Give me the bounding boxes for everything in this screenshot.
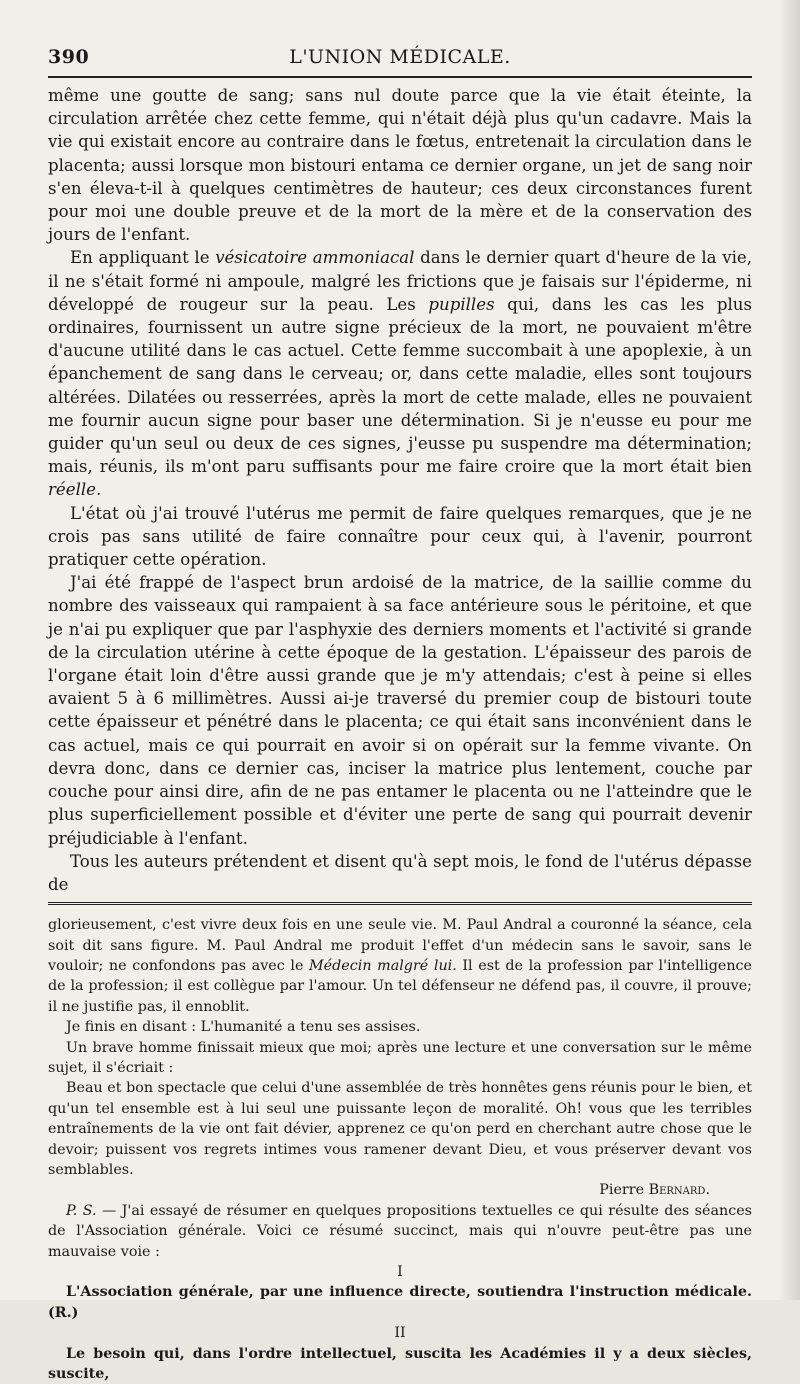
footnote-paragraph-4: Beau et bon spectacle que celui d'une assemblée de très honnêtes gens réunis pour le bien, et qu'un tel ensemble est à lui seul une puissante leçon de moralité. Oh! vous que les terribles entraînements de la vie ont fait dévier, apprenez ce qu'on perd en cherchant autre chose que le devoir; puissent vos regrets intimes vous ramener devant Dieu, et vous préserver devant vos semblables. — [48, 1080, 752, 1178]
paragraph-5: Tous les auteurs prétendent et disent qu'à sept mois, le fond de l'utérus dépasse de — [48, 851, 752, 894]
footnote-block — [48, 915, 752, 1384]
paragraph-1: même une goutte de sang; sans nul doute parce que la vie était éteinte, la circulation arrêtée chez cette femme, qui n'était déjà plus qu'un cadavre. Mais la vie qui existait encore au contraire dans le fœtus, entretenait la circulation dans le placenta; aussi lorsque mon bistouri entama ce dernier organe, un jet de sang noir s'en éleva-t-il à quelques centimètres de hauteur; ces deux circonstances furent pour moi une double preuve et de la mort de la mère et de la conservation des jours de l'enfant. — [48, 86, 752, 245]
footnote-paragraph-1 — [48, 915, 752, 1017]
section-heading-2: II — [394, 1325, 406, 1342]
main-text — [48, 84, 752, 896]
signature-first-name: Pierre — [599, 1182, 649, 1199]
postscript-text: — J'ai essayé de résumer en quelques propositions textuelles ce qui résulte des séances de l'Association générale. Voici ce résumé succinct, mais qui n'ouvre peut-être pas une mauvaise voie : — [48, 1202, 753, 1260]
postscript-label: P. S. — [66, 1202, 97, 1219]
running-title: L'UNION MÉDICALE. — [289, 46, 511, 68]
emphasis-pupilles: pupilles — [428, 294, 495, 314]
paragraph-4: J'ai été frappé de l'aspect brun ardoisé de la matrice, de la saillie comme du nombre des vaisseaux qui rampaient à sa face antérieure sous le péritoine, et que je n'ai pu expliquer que par l'asphyxie des derniers moments et l'activité si grande de la circulation utérine à cette époque de la gestation. L'épaisseur des parois de l'organe était loin d'être aussi grande que je m'y attendais; c'est à peine si elles avaient 5 à 6 millimètres. Aussi ai-je traversé du premier coup de bistouri toute cette épaisseur et pénétré dans le placenta; ce qui était sans inconvénient dans le cas actuel, mais ce qui pourrait en avoir si on opérait sur la femme vivante. On devra donc, dans ce dernier cas, inciser la matrice plus lentement, couche par couche pour ainsi dire, afin de ne pas entamer le placenta ou ne l'atteindre que le plus superficiellement possible et d'éviter une perte de sang qui pourrait devenir préjudiciable à l'enfant. — [48, 573, 752, 848]
signature-last-name: Bernard. — [648, 1182, 710, 1199]
footnote-1-part-a: glorieusement, c'est vivre deux fois en une seule vie. M. Paul Andral a couronné la séance, cela soit dit sans figure. M. Paul Andral me produit l'effet d'un médecin sans le savoir, sans le vouloir; ne confondons pas avec le — [48, 917, 752, 974]
page-edge-shadow — [778, 0, 800, 1300]
page-header — [48, 38, 752, 72]
paragraph-2 — [48, 246, 752, 501]
paragraph-2-part-c: qui, dans les cas les plus ordinaires, fournissent un autre signe précieux de la mort, ne pouvaient m'être d'aucune utilité dans le cas actuel. Cette femme succombait à une apoplexie, à un épanchement de sang dans le cerveau; or, dans cette maladie, elles sont toujours altérées. Dilatées ou resserrées, après la mort de cette malade, elles ne pouvaient me fournir aucun signe pour baser une détermination. Si je n'eusse eu pour me guider qu'un seul ou deux de ces signes, j'eusse pu suspendre ma détermination; mais, réunis, ils m'ont paru suffisants pour me faire croire que la mort était bien — [48, 294, 752, 477]
header-rule — [48, 76, 752, 78]
section-2-text: Le besoin qui, dans l'ordre intellectuel, suscita les Académies il y a deux siècles, suscite, — [48, 1345, 752, 1383]
footnote-separator — [48, 902, 752, 905]
postscript — [48, 1201, 752, 1262]
page-number: 390 — [48, 46, 90, 68]
emphasis-medecin-malgre-lui: Médecin malgré lui. — [309, 957, 457, 974]
emphasis-reelle: réelle. — [48, 480, 102, 500]
footnote-1-part-b: Il est de la profession par l'intelligence de la profession; il est collègue par l'amour. Un tel défenseur ne défend pas, il couvre, il prouve; il ne justifie pas, il ennoblit. — [48, 957, 752, 1015]
paragraph-2-part-a: En appliquant le — [70, 248, 216, 268]
signature — [48, 1180, 752, 1200]
footnote-paragraph-3: Un brave homme finissait mieux que moi; après une lecture et une conversation sur le même sujet, il s'écriait : — [48, 1039, 752, 1076]
section-heading-1: I — [397, 1264, 403, 1281]
footnote-paragraph-2: Je finis en disant : L'humanité a tenu ses assises. — [66, 1019, 421, 1036]
emphasis-vesicatoire: vésicatoire ammoniacal — [215, 248, 415, 268]
paragraph-3: L'état où j'ai trouvé l'utérus me permit de faire quelques remarques, que je ne crois pas sans utilité de faire connaître pour ceux qui, à l'avenir, pourront pratiquer cette opération. — [48, 503, 752, 570]
paragraph-2-part-b: dans le dernier quart d'heure de la vie, il ne s'était formé ni ampoule, malgré les frictions que je faisais sur l'épiderme, ni développé de rougeur sur la peau. Les — [48, 248, 752, 314]
section-1-text: L'Association générale, par une influence directe, soutiendra l'instruction médicale. (R.) — [48, 1284, 752, 1321]
